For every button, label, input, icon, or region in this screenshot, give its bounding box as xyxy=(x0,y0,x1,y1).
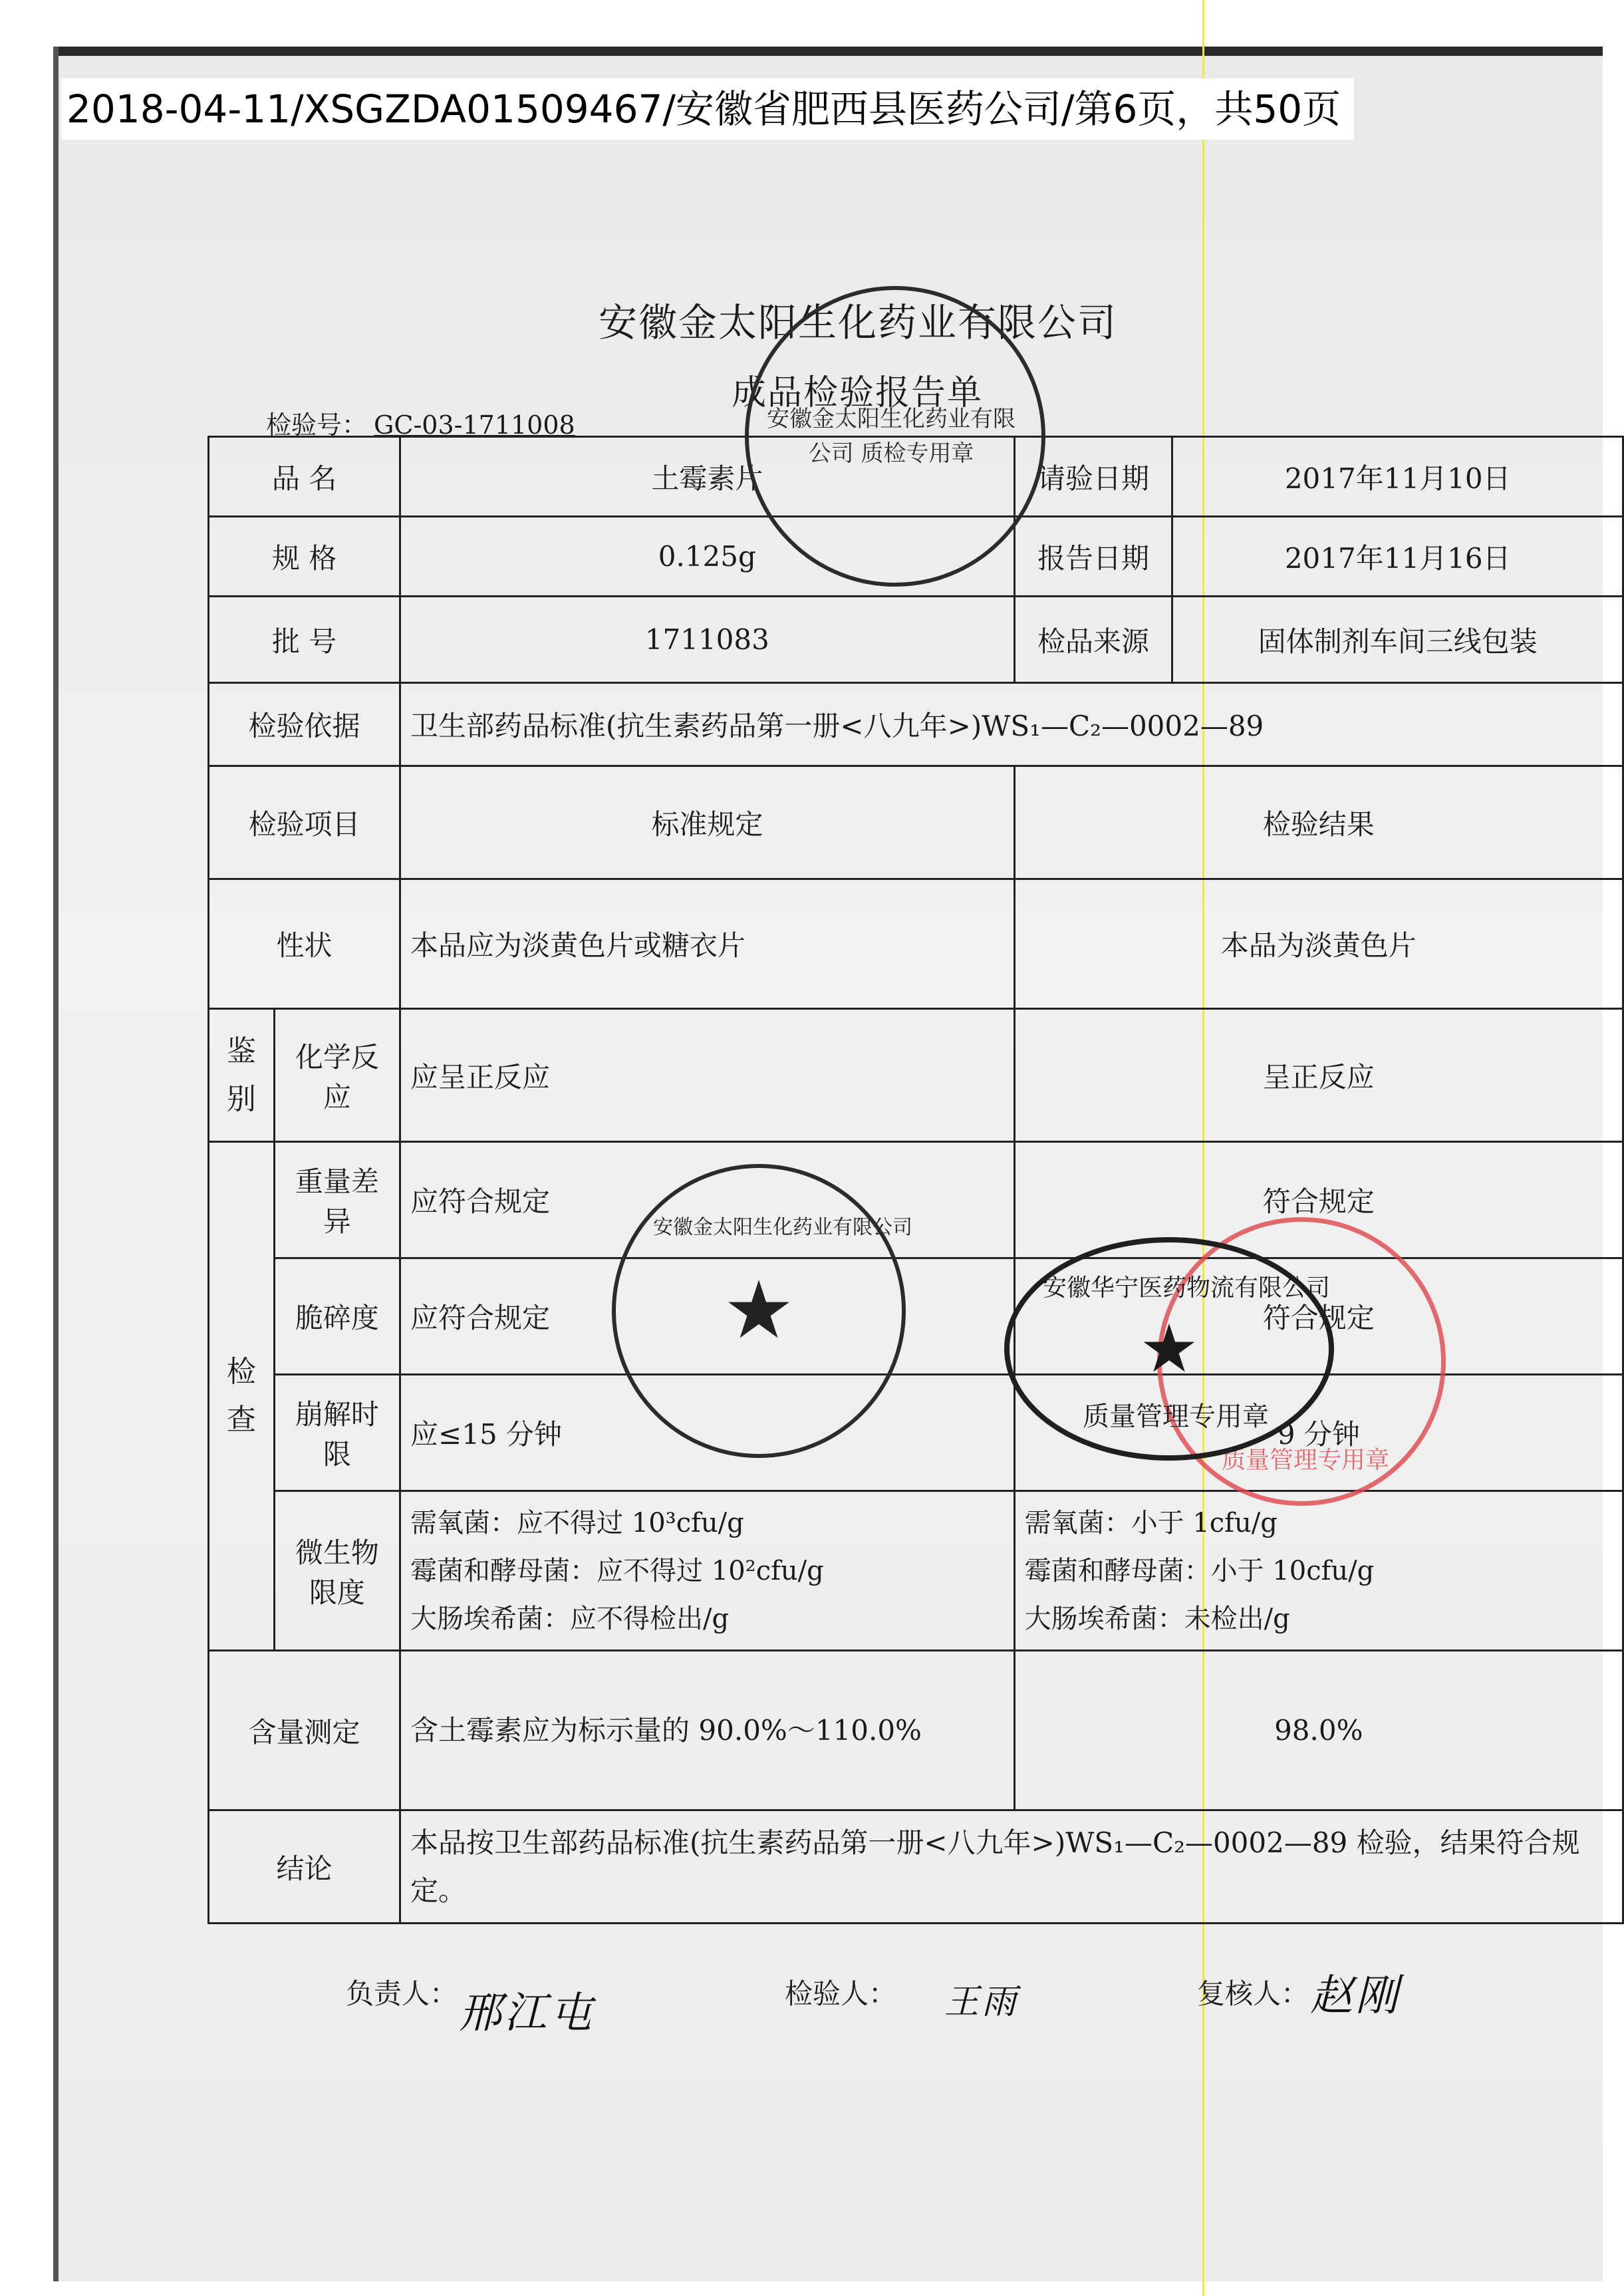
friability-standard: 应符合规定 xyxy=(400,1258,1015,1375)
weight-variation-label: 重量差异 xyxy=(274,1142,400,1258)
chem-reaction-standard: 应呈正反应 xyxy=(400,1009,1015,1142)
weight-variation-standard: 应符合规定 xyxy=(400,1142,1015,1258)
microbial-result-mold: 霉菌和酵母菌：小于 10cfu/g xyxy=(1024,1555,1375,1586)
huaning-seal-bottom: 质量管理专用章 xyxy=(1083,1401,1269,1432)
appearance-result: 本品为淡黄色片 xyxy=(1014,879,1623,1009)
inspection-group-label xyxy=(209,1142,275,1651)
disintegration-result: 9 分钟 xyxy=(1014,1375,1623,1491)
column-item-header: 检验项目 xyxy=(209,766,400,879)
row-conclusion xyxy=(209,1810,1623,1924)
inspection-number-value: GC-03-1711008 xyxy=(374,410,575,440)
report-date: 2017年11月16日 xyxy=(1172,517,1623,597)
microbial-standard xyxy=(400,1491,1015,1651)
archive-header: 2018-04-11/XSGZDA01509467/安徽省肥西县医药公司/第6页，共50页 xyxy=(61,78,1354,140)
basis-label: 检验依据 xyxy=(209,683,400,766)
chem-reaction-label: 化学反应 xyxy=(274,1009,400,1142)
huaning-seal-top: 安徽华宁医药物流有限公司 xyxy=(1043,1274,1331,1302)
identification-group-label xyxy=(209,1009,275,1142)
inspector-label: 检验人： xyxy=(785,1977,897,2010)
chem-reaction-result: 呈正反应 xyxy=(1014,1009,1623,1142)
company-seal-text: 安徽金太阳生化药业有限公司 xyxy=(653,1216,912,1239)
product-name: 土霉素片 xyxy=(400,437,1015,517)
batch-number: 1711083 xyxy=(400,597,1015,683)
row-weight-variation xyxy=(209,1142,1623,1258)
scan-edge-top xyxy=(53,47,1603,56)
huaning-quality-seal xyxy=(1004,1237,1334,1461)
responsible-signature: 邢江屯 xyxy=(459,1989,595,2038)
appearance-standard: 本品应为淡黄色片或糖衣片 xyxy=(400,879,1015,1009)
inspection-number-label: 检验号： xyxy=(266,410,368,440)
spec-label: 规 格 xyxy=(209,517,400,597)
row-column-headers xyxy=(209,766,1623,879)
row-assay xyxy=(209,1651,1623,1810)
assay-result: 98.0% xyxy=(1014,1651,1623,1810)
microbial-result-ecoli: 大肠埃希菌：未检出/g xyxy=(1024,1603,1290,1634)
company-seal xyxy=(612,1164,912,1458)
source-label: 检品来源 xyxy=(1014,597,1172,683)
report-date-label: 报告日期 xyxy=(1014,517,1172,597)
report-title: 成品检验报告单 xyxy=(732,373,984,413)
reviewer-label: 复核人： xyxy=(1197,1977,1309,2010)
signature-row xyxy=(0,1959,1624,2052)
red-seal-text: 质量管理专用章 xyxy=(1222,1447,1390,1474)
request-date: 2017年11月10日 xyxy=(1172,437,1623,517)
inspection-group-text: 检查 xyxy=(226,1355,256,1437)
friability-label: 脆碎度 xyxy=(274,1258,400,1375)
row-basis xyxy=(209,683,1623,766)
spec: 0.125g xyxy=(400,517,1015,597)
row-appearance xyxy=(209,879,1623,1009)
microbial-result xyxy=(1014,1491,1623,1651)
sample-source: 固体制剂车间三线包装 xyxy=(1172,597,1623,683)
inspection-basis: 卫生部药品标准(抗生素药品第一册<八九年>)WS₁—C₂—0002—89 xyxy=(400,683,1623,766)
microbial-standard-aerobic: 需氧菌：应不得过 10³cfu/g xyxy=(410,1507,744,1538)
responsible-label: 负责人： xyxy=(346,1977,458,2010)
request-date-label: 请验日期 xyxy=(1014,437,1172,517)
conclusion-text: 本品按卫生部药品标准(抗生素药品第一册<八九年>)WS₁—C₂—0002—89 检验，结果符合规定。 xyxy=(400,1810,1623,1924)
batch-label: 批 号 xyxy=(209,597,400,683)
row-microbial xyxy=(209,1491,1623,1651)
assay-label: 含量测定 xyxy=(209,1651,400,1810)
conclusion-label: 结论 xyxy=(209,1810,400,1924)
reviewer-signature: 赵刚 xyxy=(1310,1971,1401,2021)
microbial-standard-mold: 霉菌和酵母菌：应不得过 10²cfu/g xyxy=(410,1555,824,1586)
assay-standard: 含土霉素应为标示量的 90.0%～110.0% xyxy=(400,1651,1015,1810)
qc-seal-text: 安徽金太阳生化药业有限公司 质检专用章 xyxy=(767,406,1015,467)
microbial-result-aerobic: 需氧菌：小于 1cfu/g xyxy=(1024,1507,1278,1538)
friability-result: 符合规定 xyxy=(1014,1258,1623,1375)
scan-edge-left xyxy=(53,47,59,2281)
weight-variation-result: 符合规定 xyxy=(1014,1142,1623,1258)
disintegration-standard: 应≤15 分钟 xyxy=(400,1375,1015,1491)
qc-seal xyxy=(745,286,1045,587)
row-batch xyxy=(209,597,1623,683)
row-chem-reaction xyxy=(209,1009,1623,1142)
appearance-label: 性状 xyxy=(209,879,400,1009)
disintegration-label: 崩解时限 xyxy=(274,1375,400,1491)
huaning-seal-star: ★ xyxy=(1139,1310,1199,1387)
microbial-label: 微生物限度 xyxy=(274,1491,400,1651)
product-name-label: 品 名 xyxy=(209,437,400,517)
column-result-header: 检验结果 xyxy=(1014,766,1623,879)
company-seal-star: ★ xyxy=(723,1264,795,1357)
company-name: 安徽金太阳生化药业有限公司 xyxy=(599,300,1118,345)
inspection-report-table xyxy=(207,436,1624,1924)
identification-group-text: 鉴别 xyxy=(226,1034,256,1116)
microbial-standard-ecoli: 大肠埃希菌：应不得检出/g xyxy=(410,1603,730,1634)
inspector-signature: 王雨 xyxy=(944,1982,1019,2022)
column-standard-header: 标准规定 xyxy=(400,766,1015,879)
